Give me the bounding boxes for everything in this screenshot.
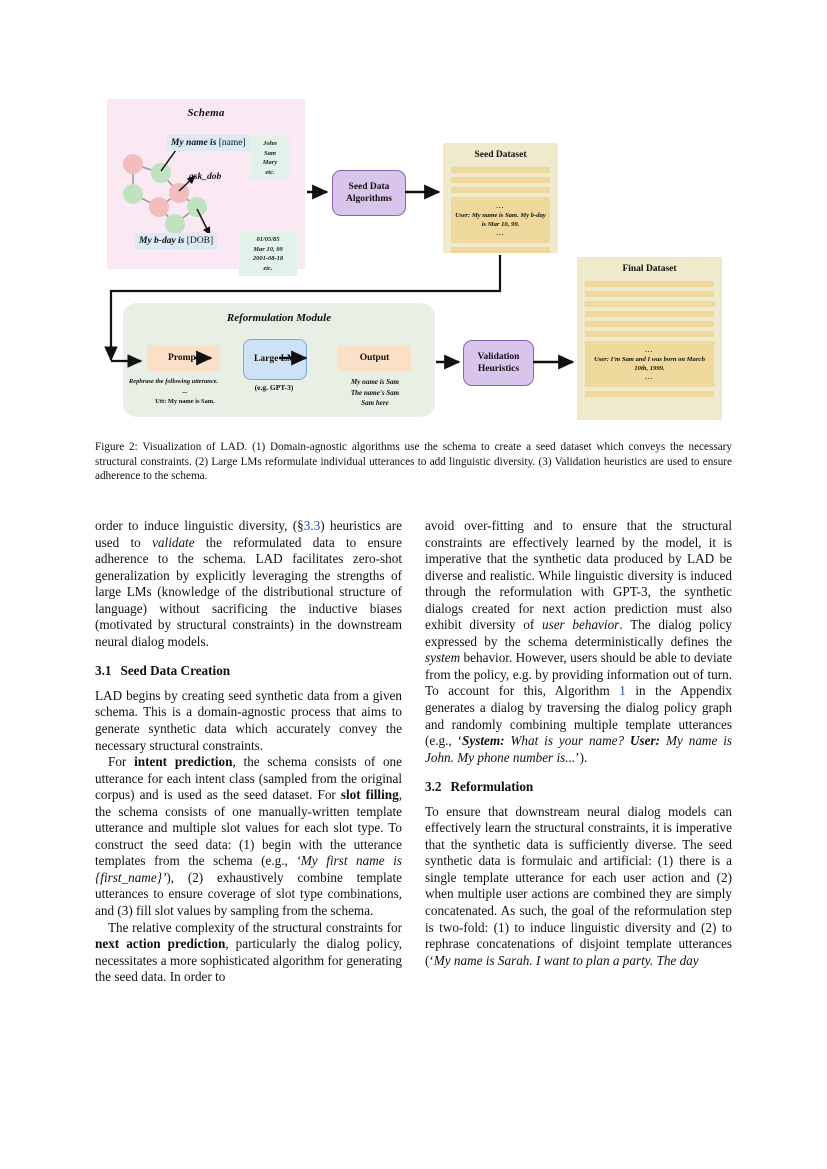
final-dataset-dots-top: ... [645, 347, 654, 354]
rc-em-system: system [425, 650, 461, 666]
paragraph-continued-right [425, 518, 732, 766]
schema-dob-values: 01/05/85 Mar 10, 99 2001-08-18 etc. [239, 232, 297, 276]
lc-p3-seg4: ), (2) exhaustively combine template utterances to ensure coverage of slot type combinations, and (3) fill slot values by sampling from the schema. [95, 869, 402, 919]
lc-p4-seg2: , particularly the dialog policy, necessitates a more sophisticated algorithm for generating the seed data. In order to [95, 936, 402, 985]
lc-p2-lad: LAD [95, 687, 123, 703]
schema-template-name-italic: My name is [171, 138, 217, 148]
seed-dataset-dots-bottom: ... [496, 230, 505, 237]
section-number-3-2: 3.2 [425, 779, 442, 795]
body-right-column [425, 518, 732, 969]
figure-caption [95, 439, 732, 484]
seed-dataset-title: Seed Dataset [474, 150, 527, 160]
rc-seg1: avoid over-fitting and to ensure that the structural constraints are effectively learned by the model, it is imperative that the synthetic data produced by [425, 518, 732, 567]
large-lm-box: Large LM [243, 339, 307, 380]
lc-p3-seg2: , the schema consists of one utterance for each intent class (sampled from the original corpus) and is used as the seed dataset. For [95, 754, 403, 803]
section-heading-3-2 [425, 779, 732, 796]
output-caption-line2: The name's Sam [350, 388, 400, 397]
algorithm-link-1[interactable]: 1 [619, 683, 626, 699]
prompt-caption-dots: ... [182, 388, 188, 395]
output-caption-line1: My name is Sam [350, 378, 400, 386]
figure-caption-lad: LAD [220, 439, 245, 453]
rc-seg4: behavior. However, users should be able to deviate from the policy, e.g. by providing information out of turn. To account for this, Algorithm [425, 650, 732, 699]
lc-p3-bold-slot: slot filling [340, 787, 399, 803]
schema-title: Schema [187, 107, 225, 119]
final-dataset-dots-bottom: ... [645, 374, 654, 381]
paragraph-seed-data-intro [95, 688, 402, 754]
lc-seg3: the reformulated data to ensure adherence to the schema. [95, 534, 402, 567]
lc-p2-text: begins by creating seed synthetic data from a given schema. This is a domain-agnostic process that aims to generate synthetic data which accurately convey the necessary structural constraints. [95, 687, 402, 753]
rc-bold-user: User: [630, 733, 661, 749]
schema-name-values: John Sam Mary etc. [250, 136, 290, 180]
lc-p3-bold-intent: intent prediction [134, 754, 233, 770]
lc-p4-bold-nap: next action prediction [95, 936, 226, 952]
seed-dataset-dots-top: ... [496, 203, 505, 210]
lc-seg1: order to induce linguistic diversity, (§ [95, 518, 304, 533]
output-caption-line3: Sam here [361, 399, 389, 407]
rc-em-user-behavior: user behavior [541, 617, 620, 633]
rc-p2-seg1: To ensure that downstream neural dialog models can effectively learn the structural constraints, it is imperative that the synthetic data is sufficiently diverse. The seed synthetic data is formulaic and artificial: (1) there is a single template utterance for each user action and (2) when multiple user actions are combined they are simply concatenated. As such, the goal of the reformulation step is two-fold: (1) to induce linguistic diversity and (2) to rephrase concatenations of disjoint template utterances (‘ [425, 803, 732, 968]
section-title-3-2: Reformulation [450, 779, 534, 795]
rc-p2-em-example: My name is Sarah. I want to plan a party. The day [433, 952, 699, 968]
paragraph-reformulation-intro [425, 804, 732, 969]
lc-seg4: facilitates zero-shot generalization by explicitly leveraging the strengths of large LMs (knowledge of the distributional structure of language) without sacrificing the inductive biases (motivated by structural constraints) in the downstream neural dialog models. [95, 551, 402, 649]
final-dataset-title: Final Dataset [622, 264, 677, 274]
paragraph-continued-left [95, 518, 402, 650]
rc-bold-system: System: [462, 733, 505, 749]
lc-p4-seg1: The relative complexity of the structural constraints for [108, 919, 402, 935]
rc-seg2: be diverse and realistic. While linguistic diversity is induced through the reformulation with GPT-3, the synthetic dialogs created for next action prediction must also exhibit diversity of [425, 551, 733, 633]
output-box: Output [338, 345, 411, 371]
lc-p3-em-template: ‘My first name is {first_name}’ [95, 853, 402, 885]
schema-node-label-ask-dob: ask_dob [189, 172, 222, 182]
diagram-connectors [95, 95, 735, 430]
section-heading-3-1 [95, 663, 402, 680]
section-number-3-1: 3.1 [95, 663, 112, 679]
schema-template-name-slot: [name] [218, 138, 246, 148]
rc-em-answer: My name is John. My phone number is... [425, 733, 732, 765]
lc-p3-seg1: For [108, 754, 135, 770]
lc-em-validate: validate [152, 534, 195, 550]
large-lm-caption: (e.g. GPT-3) [254, 383, 294, 392]
paragraph-intent-slot [95, 754, 402, 919]
schema-template-dob-slot: [DOB] [186, 236, 214, 246]
section-title-3-1: Seed Data Creation [120, 663, 231, 679]
figure-caption-part1: Visualization of [142, 441, 221, 453]
prompt-box: Prompt [147, 345, 220, 371]
rc-seg5: in the Appendix generates a dialog by traversing the dialog policy graph and randomly combining multiple template utterances (e.g., ‘ [425, 683, 732, 749]
prompt-caption-line2: Utt: My name is Sam. [155, 398, 215, 405]
seed-dataset-example: User: My name is Sam. My b-day is Mar 10, 99. [455, 212, 546, 228]
figure-caption-part2: . (1) Domain-agnostic algorithms use the schema to create a seed dataset which conveys the necessary structural constraints. (2) Large LMs reformulate individual utterances to add linguistic diversity. (3) Validation heuristics are used to ensure adherence to the schema. [95, 441, 732, 483]
seed-data-algorithms-label: Seed Data Algorithms [346, 182, 392, 204]
rc-lad: LAD [687, 551, 715, 567]
final-dataset-example: User: I'm Sam and I was born on March 10th, 1999. [593, 356, 706, 372]
rc-em-question: What is your name? [504, 733, 631, 749]
section-link-3-3[interactable]: 3.3 [303, 518, 321, 533]
reformulation-module-title: Reformulation Module [226, 312, 332, 324]
lc-lad: LAD [255, 551, 283, 567]
rc-seg6: ’). [575, 749, 588, 765]
lc-seg2: ) heuristics are used to [95, 518, 403, 550]
schema-template-dob-italic: My b-day is [139, 236, 185, 246]
rc-seg3: . The dialog policy expressed by the schema deterministically defines the [425, 617, 732, 649]
lc-p3-seg3: , the schema consists of one manually-written template utterance and multiple slot values for each slot type. To construct the seed data: (1) begin with the utterance templates from the schema (e.g., [95, 787, 402, 869]
figure-caption-label: Figure 2: [95, 441, 138, 453]
validation-heuristics-label: Validation Heuristics [477, 352, 520, 374]
paragraph-next-action [95, 920, 402, 986]
body-left-column [95, 518, 402, 986]
figure-2-diagram [95, 95, 735, 430]
prompt-caption-line1: Rephrase the following utterance. [129, 378, 219, 385]
